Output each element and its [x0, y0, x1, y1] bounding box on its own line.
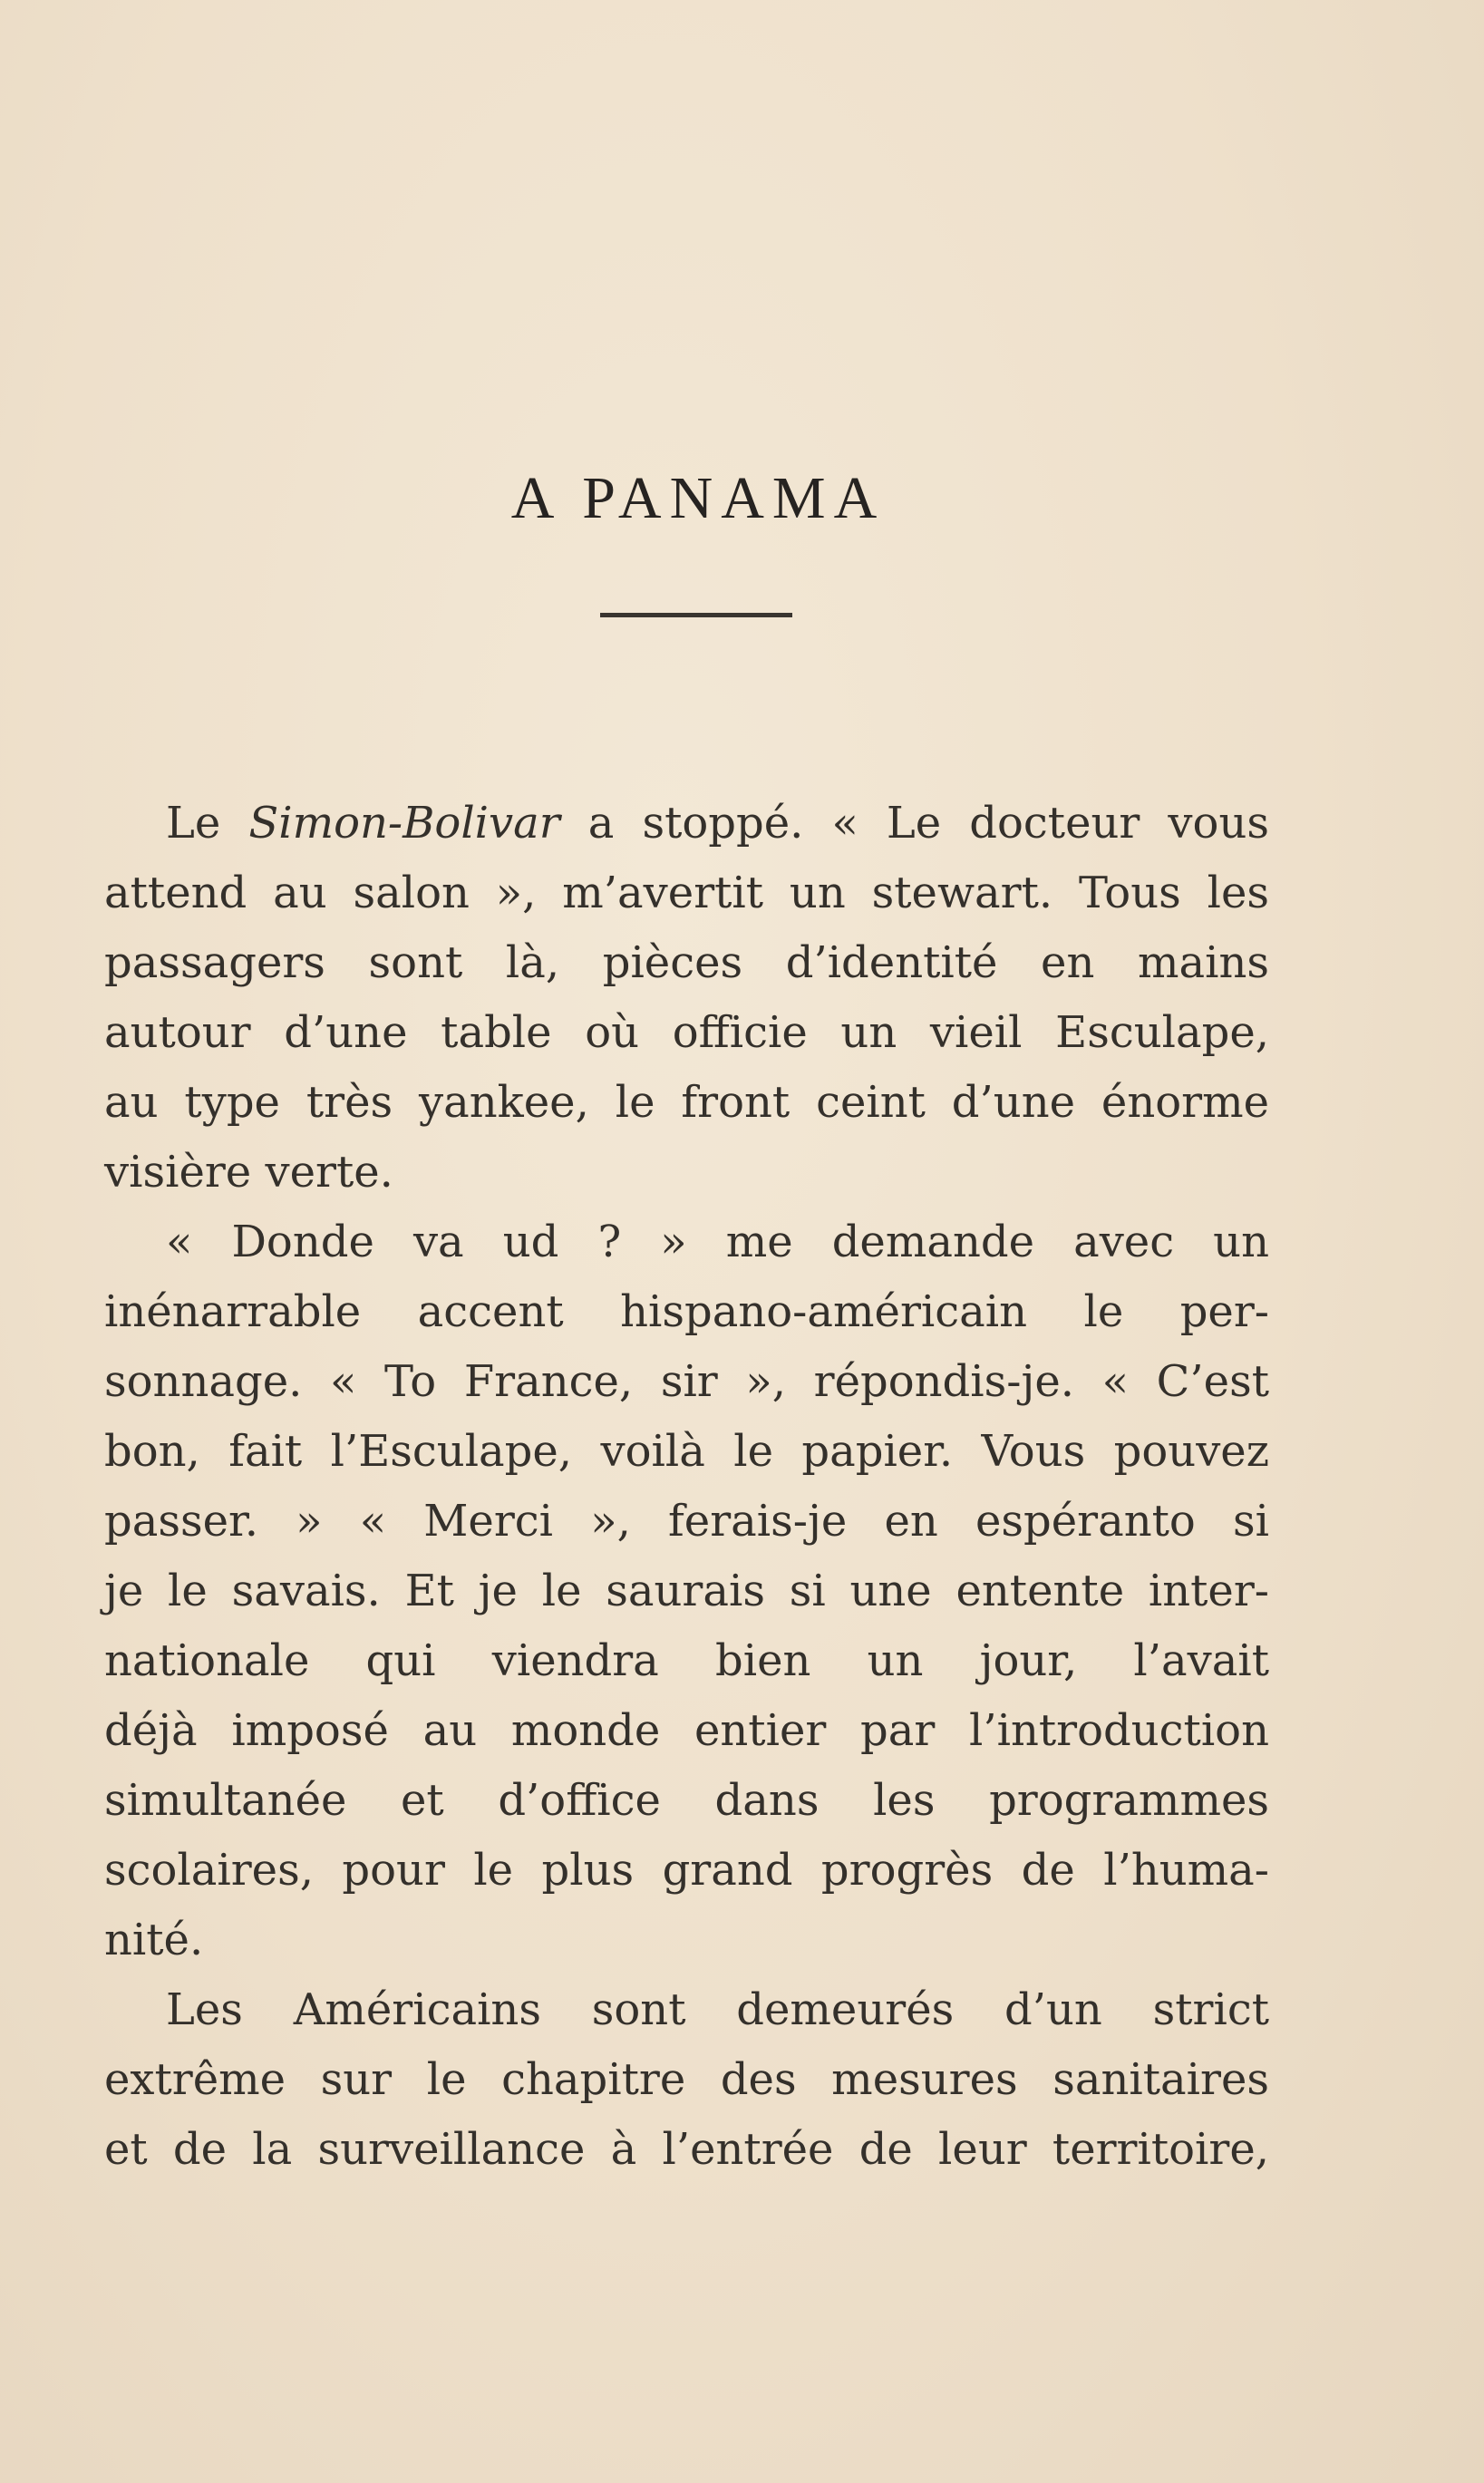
- body-text: [104, 789, 1269, 2185]
- text-line: je le savais. Et je le saurais si une entente inter-: [104, 1566, 1269, 1616]
- text-line: bon, fait l’Esculape, voilà le papier. Vous pouvez: [104, 1426, 1269, 1477]
- text-line: inénarrable accent hispano-américain le per-: [104, 1286, 1269, 1337]
- text-line: Le Simon-Bolivar a stoppé. « Le docteur vous: [166, 798, 1269, 849]
- text-line: déjà imposé au monde entier par l’introduction: [104, 1705, 1269, 1756]
- text-line: attend au salon », m’avertit un stewart. Tous les: [104, 868, 1269, 918]
- text-line: sonnage. « To France, sir », répondis-je. « C’est: [104, 1356, 1269, 1407]
- text-line: Les Américains sont demeurés d’un strict: [166, 1984, 1269, 2035]
- text-line: et de la surveillance à l’entrée de leur territoire,: [104, 2124, 1269, 2175]
- title-rule: [600, 613, 792, 617]
- text-line: simultanée et d’office dans les programmes: [104, 1775, 1269, 1826]
- text-line: « Donde va ud ? » me demande avec un: [166, 1217, 1269, 1267]
- text-line: scolaires, pour le plus grand progrès de l’huma-: [104, 1845, 1269, 1896]
- text-line: extrême sur le chapitre des mesures sanitaires: [104, 2054, 1269, 2105]
- text-line: passagers sont là, pièces d’identité en mains: [104, 937, 1269, 988]
- text-line: visière verte.: [104, 1147, 393, 1198]
- text-line: nité.: [104, 1915, 204, 1965]
- ship-name: Simon-Bolivar: [248, 798, 560, 849]
- chapter-title: A PANAMA: [510, 465, 886, 531]
- text-line: passer. » « Merci », ferais-je en espéranto si: [104, 1496, 1269, 1547]
- text-line: autour d’une table où officie un vieil Esculape,: [104, 1007, 1269, 1058]
- text-line: nationale qui viendra bien un jour, l’avait: [104, 1635, 1269, 1686]
- text-line: au type très yankee, le front ceint d’une énorme: [104, 1077, 1269, 1128]
